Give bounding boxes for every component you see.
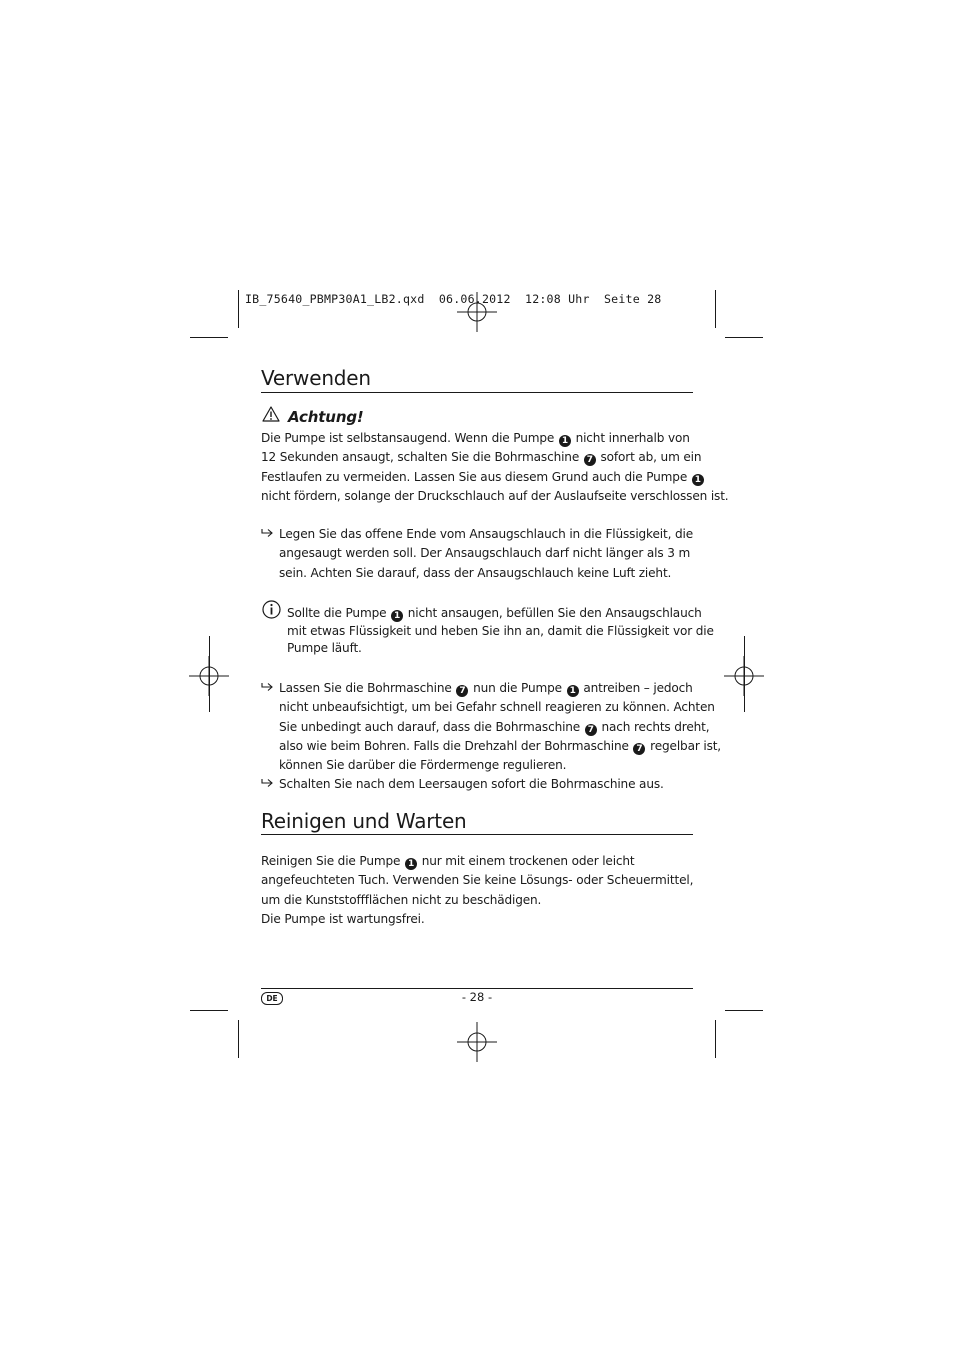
arrow-bullet-icon: [261, 527, 275, 539]
text-span: nur mit einem trockenen oder leicht: [418, 854, 635, 868]
info-note: [287, 605, 714, 658]
text-line: [279, 775, 664, 794]
text-span: antreiben – jedoch: [579, 681, 693, 695]
text-line: [261, 891, 693, 910]
text-span: Schalten Sie nach dem Leersaugen sofort die Bohrmaschine aus.: [279, 777, 664, 791]
text-line: [261, 871, 693, 890]
info-icon: [262, 600, 281, 619]
text-span: Die Pumpe ist wartungsfrei.: [261, 911, 425, 926]
page-number: - 28 -: [461, 990, 493, 1004]
text-span: Die Pumpe ist selbstansaugend. Wenn die Pumpe: [261, 431, 558, 445]
text-span: Lassen Sie die Bohrmaschine: [279, 681, 456, 695]
part-number-badge: 1: [692, 474, 704, 486]
text-span: angefeuchteten Tuch. Verwenden Sie keine Lösungs- oder Scheuermittel,: [261, 873, 694, 888]
text-span: Sollte die Pumpe: [287, 606, 391, 620]
part-number-badge: 1: [391, 610, 403, 622]
text-line: [261, 487, 728, 506]
part-number-badge: 7: [585, 724, 597, 736]
text-line: [279, 756, 721, 775]
language-badge: [261, 992, 283, 1005]
text-line: [279, 544, 693, 563]
text-span: also wie beim Bohren. Falls die Drehzahl der Bohrmaschine: [279, 738, 633, 753]
text-span: 12 Sekunden ansaugt, schalten Sie die Bohrmaschine: [261, 450, 583, 465]
title-rule: [261, 834, 693, 835]
text-line: [279, 525, 693, 544]
text-span: Festlaufen zu vermeiden. Lassen Sie aus diesem Grund auch die Pumpe: [261, 469, 691, 484]
text-line: [279, 564, 693, 583]
registration-mark-icon: [724, 656, 764, 696]
part-number-badge: 7: [456, 685, 468, 697]
text-line: [279, 737, 721, 756]
section-title-reinigen: Reinigen und Warten: [261, 809, 467, 833]
registration-mark-icon: [189, 656, 229, 696]
text-line: [287, 623, 714, 641]
text-line: [287, 605, 714, 623]
text-line: [261, 429, 728, 448]
text-span: angesaugt werden soll. Der Ansaugschlauch darf nicht länger als 3 m: [279, 546, 691, 561]
warning-triangle-icon: [262, 406, 280, 422]
step-instruction: [279, 525, 693, 583]
language-badge-label: DE: [266, 994, 278, 1003]
text-span: nach rechts dreht,: [597, 719, 710, 734]
text-span: nicht fördern, solange der Druckschlauch auf der Auslaufseite verschlossen ist.: [261, 488, 729, 503]
text-line: [261, 468, 728, 487]
cleaning-text: [261, 852, 693, 929]
text-span: nun die Pumpe: [469, 681, 566, 695]
text-span: regelbar ist,: [646, 738, 722, 753]
text-span: Reinigen Sie die Pumpe: [261, 854, 404, 868]
arrow-bullet-icon: [261, 681, 275, 693]
text-line: [279, 679, 721, 698]
title-rule: [261, 392, 693, 393]
text-span: nicht unbeaufsichtigt, um bei Gefahr schnell reagieren zu können. Achten: [279, 700, 715, 715]
text-span: nicht ansaugen, befüllen Sie den Ansaugschlauch: [404, 606, 702, 620]
part-number-badge: 1: [559, 435, 571, 447]
warning-label: Achtung!: [288, 408, 364, 426]
text-span: Pumpe läuft.: [287, 641, 362, 656]
text-line: [261, 910, 693, 929]
text-span: um die Kunststoffflächen nicht zu beschädigen.: [261, 892, 542, 907]
arrow-bullet-icon: [261, 777, 275, 789]
text-line: [287, 640, 714, 658]
step-instruction: [279, 775, 664, 794]
warning-text: [261, 429, 728, 506]
part-number-badge: 1: [567, 685, 579, 697]
text-span: mit etwas Flüssigkeit und heben Sie ihn an, damit die Flüssigkeit vor die: [287, 623, 714, 638]
text-span: nicht innerhalb von: [571, 431, 690, 445]
text-line: [261, 852, 693, 871]
text-line: [279, 698, 721, 717]
step-instruction: [279, 679, 721, 775]
text-span: sein. Achten Sie darauf, dass der Ansaugschlauch keine Luft zieht.: [279, 565, 672, 580]
text-line: [261, 448, 728, 467]
part-number-badge: 7: [633, 743, 645, 755]
part-number-badge: 1: [405, 858, 417, 870]
text-line: [279, 718, 721, 737]
text-span: Sie unbedingt auch darauf, dass die Bohrmaschine: [279, 719, 584, 734]
text-span: können Sie darüber die Fördermenge regulieren.: [279, 758, 567, 773]
registration-mark-icon: [457, 1022, 497, 1062]
section-title-verwenden: Verwenden: [261, 366, 371, 390]
part-number-badge: 7: [584, 454, 596, 466]
text-span: Legen Sie das offene Ende vom Ansaugschlauch in die Flüssigkeit, die: [279, 527, 693, 541]
file-slug-line: IB_75640_PBMP30A1_LB2.qxd 06.06.2012 12:08 Uhr Seite 28: [245, 292, 662, 306]
text-span: sofort ab, um ein: [596, 450, 702, 465]
footer-rule: [261, 988, 693, 989]
